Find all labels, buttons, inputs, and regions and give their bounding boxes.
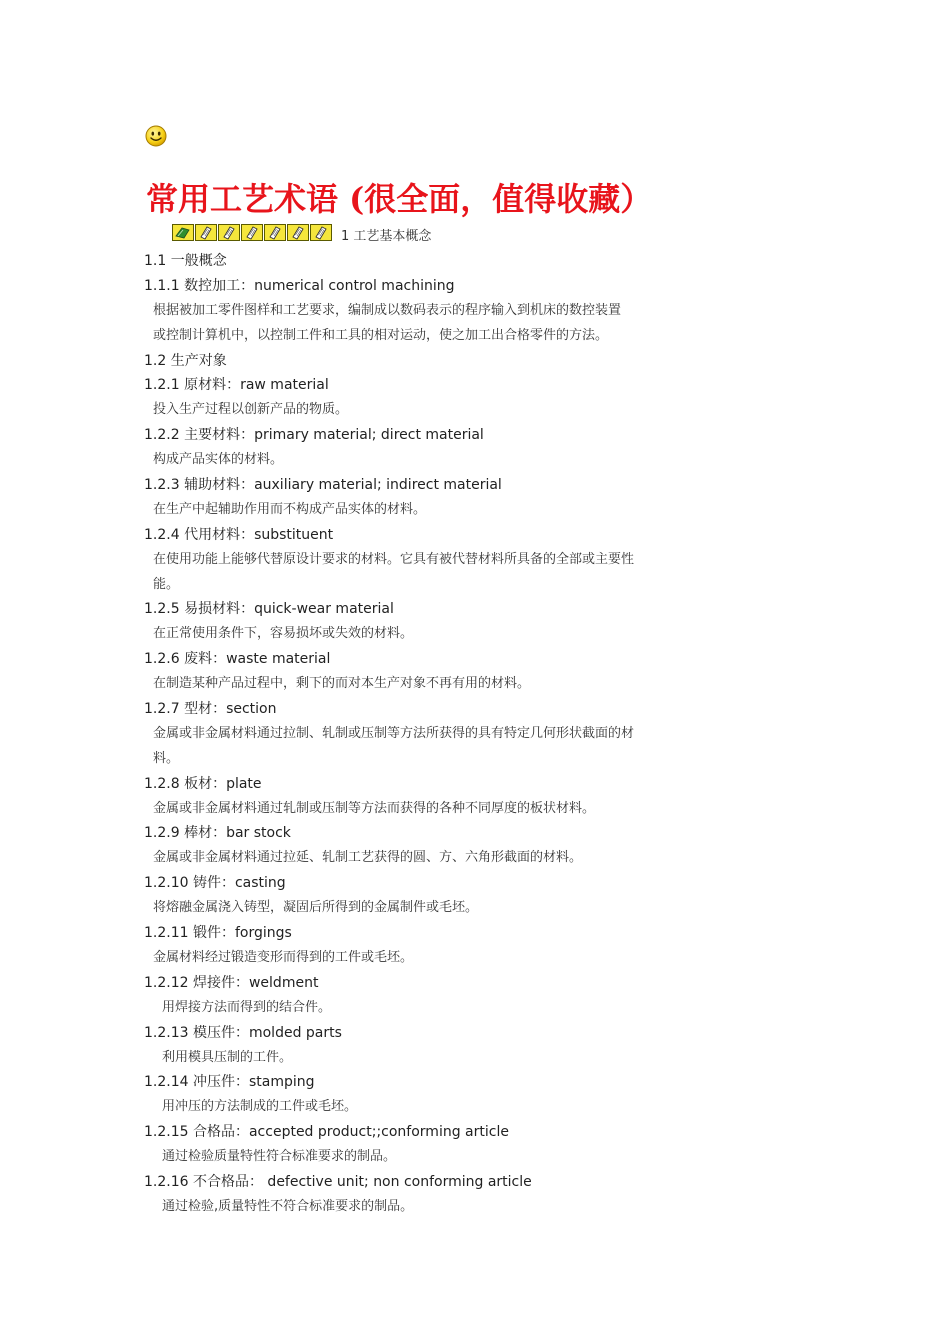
document-icon	[310, 224, 332, 241]
glossary-definition: 在正常使用条件下，容易损坏或失效的材料。	[153, 626, 414, 642]
glossary-definition: 在制造某种产品过程中，剩下的而对本生产对象不再有用的材料。	[153, 676, 531, 692]
glossary-term: 1.2.1 原材料：raw material	[144, 377, 329, 394]
glossary-term: 1.2.2 主要材料：primary material; direct material	[144, 427, 484, 444]
glossary-term: 1.2.4 代用材料：substituent	[144, 526, 334, 543]
glossary-term: 1.1.1 数控加工：numerical control machining	[144, 277, 455, 294]
page-title: 常用工艺术语 (很全面，值得收藏）	[146, 180, 653, 218]
document-icon	[264, 224, 286, 241]
glossary-definition: 在使用功能上能够代替原设计要求的材料。它具有被代替材料所具备的全部或主要性	[153, 551, 635, 567]
glossary-term: 1.1 一般概念	[144, 253, 227, 269]
glossary-term: 1.2.8 板材：plate	[144, 775, 262, 792]
glossary-term: 1.2.15 合格品：accepted product;;conforming article	[144, 1124, 509, 1141]
glossary-content	[144, 249, 704, 1220]
book-icon	[172, 224, 194, 241]
document-icon	[218, 224, 240, 241]
glossary-term: 1.2.12 焊接件：weldment	[144, 974, 319, 991]
glossary-term: 1.2.10 铸件：casting	[144, 875, 286, 892]
smiley-icon	[145, 125, 167, 147]
glossary-definition: 通过检验质量特性符合标准要求的制品。	[162, 1149, 397, 1165]
glossary-term: 1.2.3 辅助材料：auxiliary material; indirect material	[144, 477, 502, 494]
icon-strip	[172, 224, 332, 241]
glossary-term: 1.2 生产对象	[144, 352, 227, 369]
glossary-definition: 通过检验,质量特性不符合标准要求的制品。	[162, 1198, 414, 1214]
document-icon	[241, 224, 263, 241]
section-heading: 1 工艺基本概念	[341, 229, 432, 244]
glossary-term: 1.2.14 冲压件：stamping	[144, 1074, 315, 1091]
glossary-term: 1.2.11 锻件：forgings	[144, 925, 292, 942]
glossary-definition: 金属或非金属材料通过轧制或压制等方法而获得的各种不同厚度的板状材料。	[153, 800, 596, 816]
glossary-definition: 金属或非金属材料通过拉制、轧制或压制等方法所获得的具有特定几何形状截面的材	[153, 725, 635, 741]
glossary-term: 1.2.9 棒材：bar stock	[144, 825, 291, 842]
glossary-term: 1.2.16 不合格品： defective unit; non conforming article	[144, 1173, 532, 1190]
glossary-definition: 根据被加工零件图样和工艺要求，编制成以数码表示的程序输入到机床的数控装置	[153, 302, 622, 318]
glossary-definition: 用冲压的方法制成的工件或毛坯。	[162, 1099, 358, 1115]
glossary-definition: 或控制计算机中，以控制工件和工具的相对运动，使之加工出合格零件的方法。	[153, 327, 609, 343]
glossary-definition: 能。	[153, 576, 180, 592]
glossary-definition: 用焊接方法而得到的结合件。	[162, 999, 332, 1015]
glossary-definition: 料。	[153, 750, 180, 766]
glossary-definition: 构成产品实体的材料。	[153, 452, 284, 468]
glossary-definition: 投入生产过程以创新产品的物质。	[153, 402, 349, 418]
glossary-term: 1.2.7 型材：section	[144, 701, 277, 718]
glossary-definition: 金属或非金属材料通过拉延、轧制工艺获得的圆、方、六角形截面的材料。	[153, 850, 583, 866]
glossary-definition: 将熔融金属浇入铸型，凝固后所得到的金属制件或毛坯。	[153, 900, 479, 916]
glossary-term: 1.2.5 易损材料：quick-wear material	[144, 601, 394, 618]
glossary-definition: 利用模具压制的工件。	[162, 1049, 293, 1065]
document-icon	[195, 224, 217, 241]
document-icon	[287, 224, 309, 241]
glossary-definition: 金属材料经过锻造变形而得到的工件或毛坯。	[153, 949, 414, 965]
glossary-term: 1.2.6 废料：waste material	[144, 651, 331, 668]
glossary-term: 1.2.13 模压件：molded parts	[144, 1024, 342, 1041]
glossary-definition: 在生产中起辅助作用而不构成产品实体的材料。	[153, 501, 427, 517]
